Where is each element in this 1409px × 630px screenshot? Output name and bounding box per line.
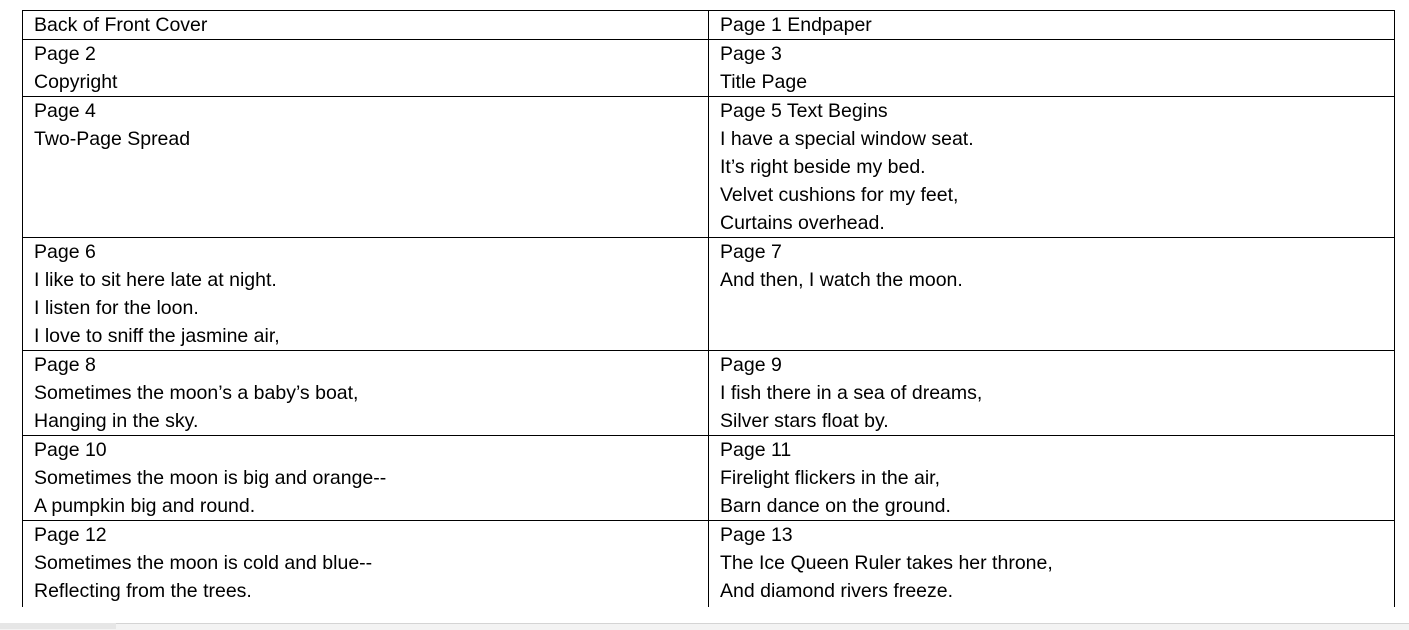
- cell-line: Sometimes the moon is big and orange--: [34, 467, 387, 489]
- cell-line: Back of Front Cover: [34, 14, 208, 36]
- table-row: [23, 11, 1395, 40]
- cell-line: Page 5 Text Begins: [720, 100, 888, 122]
- cell-line: Page 10: [34, 439, 107, 461]
- cell-line: Sometimes the moon’s a baby’s boat,: [34, 382, 359, 404]
- cell-line: I have a special window seat.: [720, 128, 974, 150]
- table-cell[interactable]: [23, 351, 709, 436]
- cell-line: Silver stars float by.: [720, 410, 889, 432]
- table-row: [23, 40, 1395, 97]
- cell-line: Barn dance on the ground.: [720, 495, 951, 517]
- table-cell[interactable]: [709, 436, 1395, 521]
- table-row: [23, 97, 1395, 238]
- cell-line: Hanging in the sky.: [34, 410, 199, 432]
- cell-line: Firelight flickers in the air,: [720, 467, 940, 489]
- cell-line: Page 7: [720, 241, 782, 263]
- horizontal-scrollbar-thumb[interactable]: [0, 623, 116, 629]
- cell-line: Page 11: [720, 439, 792, 461]
- cell-line: Page 4: [34, 100, 96, 122]
- cell-line: And diamond rivers freeze.: [720, 580, 954, 602]
- cell-line: Page 8: [34, 354, 96, 376]
- table-cell[interactable]: [23, 40, 709, 97]
- cell-line: Two-Page Spread: [34, 128, 191, 150]
- table-cell[interactable]: [23, 436, 709, 521]
- table-row: [23, 436, 1395, 521]
- table-row: [23, 351, 1395, 436]
- table-cell[interactable]: [709, 97, 1395, 238]
- cell-line: Page 9: [720, 354, 782, 376]
- cell-line: Page 12: [34, 524, 107, 546]
- cell-line: It’s right beside my bed.: [720, 156, 926, 178]
- cell-line: I listen for the loon.: [34, 297, 199, 319]
- page-layout-table: [22, 10, 1395, 607]
- table-cell[interactable]: [23, 11, 709, 40]
- table-cell[interactable]: [23, 97, 709, 238]
- cell-line: Page 6: [34, 241, 96, 263]
- cell-line: The Ice Queen Ruler takes her throne,: [720, 552, 1053, 574]
- cell-line: Copyright: [34, 71, 118, 93]
- cell-line: Page 13: [720, 524, 793, 546]
- cell-line: Title Page: [720, 71, 808, 93]
- cell-line: A pumpkin big and round.: [34, 495, 256, 517]
- table-cell[interactable]: [709, 238, 1395, 351]
- cell-line: Page 2: [34, 43, 96, 65]
- cell-line: Sometimes the moon is cold and blue--: [34, 552, 373, 574]
- cell-line: I love to sniff the jasmine air,: [34, 325, 280, 347]
- cell-line: I fish there in a sea of dreams,: [720, 382, 983, 404]
- cell-line: I like to sit here late at night.: [34, 269, 277, 291]
- cell-line: And then, I watch the moon.: [720, 269, 963, 291]
- cell-line: Reflecting from the trees.: [34, 580, 252, 602]
- cell-line: Curtains overhead.: [720, 212, 885, 234]
- table-row: [23, 521, 1395, 608]
- table-cell[interactable]: [709, 351, 1395, 436]
- cell-line: Page 3: [720, 43, 782, 65]
- table-cell[interactable]: [709, 40, 1395, 97]
- table-cell[interactable]: [709, 521, 1395, 608]
- table-cell[interactable]: [709, 11, 1395, 40]
- table-cell[interactable]: [23, 238, 709, 351]
- cell-line: Velvet cushions for my feet,: [720, 184, 959, 206]
- cell-line: Page 1 Endpaper: [720, 14, 872, 36]
- table-cell[interactable]: [23, 521, 709, 608]
- table-row: [23, 238, 1395, 351]
